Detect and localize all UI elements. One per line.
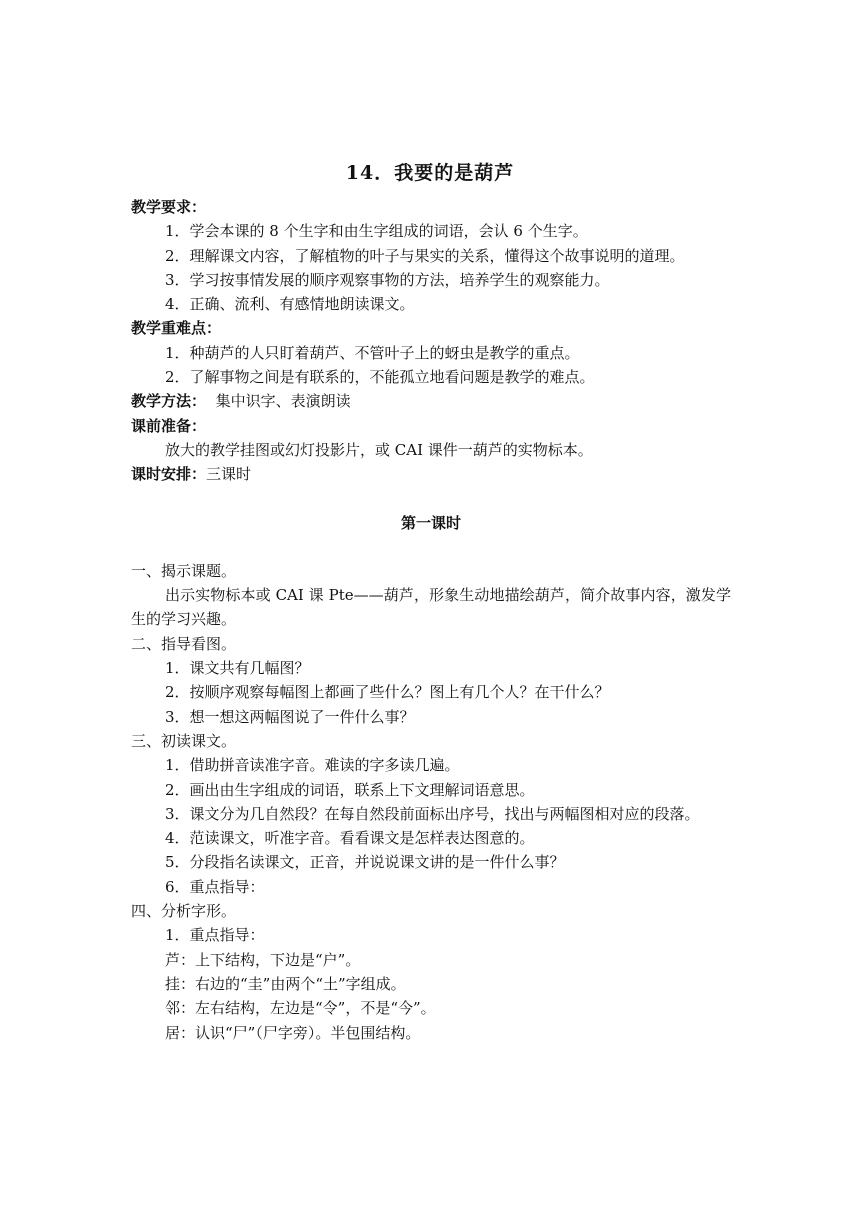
section-item: 5．分段指名读课文，正音，并说说课文讲的是一件什么事？ bbox=[165, 853, 565, 872]
requirement-item: 4．正确、流利、有感情地朗读课文。 bbox=[165, 295, 415, 314]
character-note: 挂：右边的“圭”由两个“土”字组成。 bbox=[165, 974, 406, 993]
lesson-title: 第一课时 bbox=[400, 513, 461, 532]
key-point-item: 2．了解事物之间是有联系的，不能孤立地看问题是教学的难点。 bbox=[165, 368, 595, 387]
section-item: 4．范读课文，听准字音。看看课文是怎样表达图意的。 bbox=[165, 829, 535, 848]
schedule-line bbox=[131, 462, 731, 486]
section-item: 6．重点指导： bbox=[165, 877, 265, 896]
document-body bbox=[131, 195, 731, 1045]
method-text: 集中识字、表演朗读 bbox=[215, 392, 351, 411]
key-point-item: 1．种葫芦的人只盯着葫芦、不管叶子上的蚜虫是教学的重点。 bbox=[165, 343, 580, 362]
character-note: 居：认识“尸”（尸字旁）。半包围结构。 bbox=[165, 1023, 421, 1042]
section-paragraph: 出示实物标本或 CAI 课 Pte——葫芦，形象生动地描绘葫芦，简介故事内容，激发学生的学习兴趣。 bbox=[131, 586, 731, 629]
section-heading: 四、分析字形。 bbox=[131, 902, 237, 921]
section-item: 1．课文共有几幅图？ bbox=[165, 659, 310, 678]
section-item: 3．想一想这两幅图说了一件什么事？ bbox=[165, 707, 415, 726]
section-item: 2．按顺序观察每幅图上都画了些什么？图上有几个人？在干什么？ bbox=[165, 683, 610, 702]
requirement-item: 1．学会本课的 8 个生字和由生字组成的词语，会认 6 个生字。 bbox=[165, 222, 588, 241]
schedule-heading: 课时安排： bbox=[131, 465, 207, 484]
section-item: 2．画出由生字组成的词语，联系上下文理解词语意思。 bbox=[165, 780, 535, 799]
section-item: 1．重点指导： bbox=[165, 926, 265, 945]
section-heading: 一、揭示课题。 bbox=[131, 561, 237, 580]
character-note: 邻：左右结构，左边是“令”，不是“今”。 bbox=[165, 999, 436, 1018]
section-heading: 二、指导看图。 bbox=[131, 634, 237, 653]
preparation-heading: 课前准备： bbox=[131, 416, 207, 435]
section-item: 1．借助拼音读准字音。难读的字多读几遍。 bbox=[165, 756, 460, 775]
character-note: 芦：上下结构，下边是“户”。 bbox=[165, 950, 361, 969]
preparation-text: 放大的教学挂图或幻灯投影片，或 CAI 课件一葫芦的实物标本。 bbox=[165, 440, 593, 459]
section-item: 3．课文分为几自然段？在每自然段前面标出序号，找出与两幅图相对应的段落。 bbox=[165, 804, 700, 823]
requirement-item: 2．理解课文内容，了解植物的叶子与果实的关系，懂得这个故事说明的道理。 bbox=[165, 246, 685, 265]
method-heading: 教学方法： bbox=[131, 392, 207, 411]
requirement-item: 3．学习按事情发展的顺序观察事物的方法，培养学生的观察能力。 bbox=[165, 270, 610, 289]
method-line bbox=[131, 389, 731, 413]
section-heading: 三、初读课文。 bbox=[131, 731, 237, 750]
key-points-heading: 教学重难点： bbox=[131, 319, 222, 338]
document-title: 14．我要的是葫芦 bbox=[345, 162, 515, 184]
schedule-text: 三课时 bbox=[206, 465, 252, 484]
requirements-heading: 教学要求： bbox=[131, 198, 207, 216]
